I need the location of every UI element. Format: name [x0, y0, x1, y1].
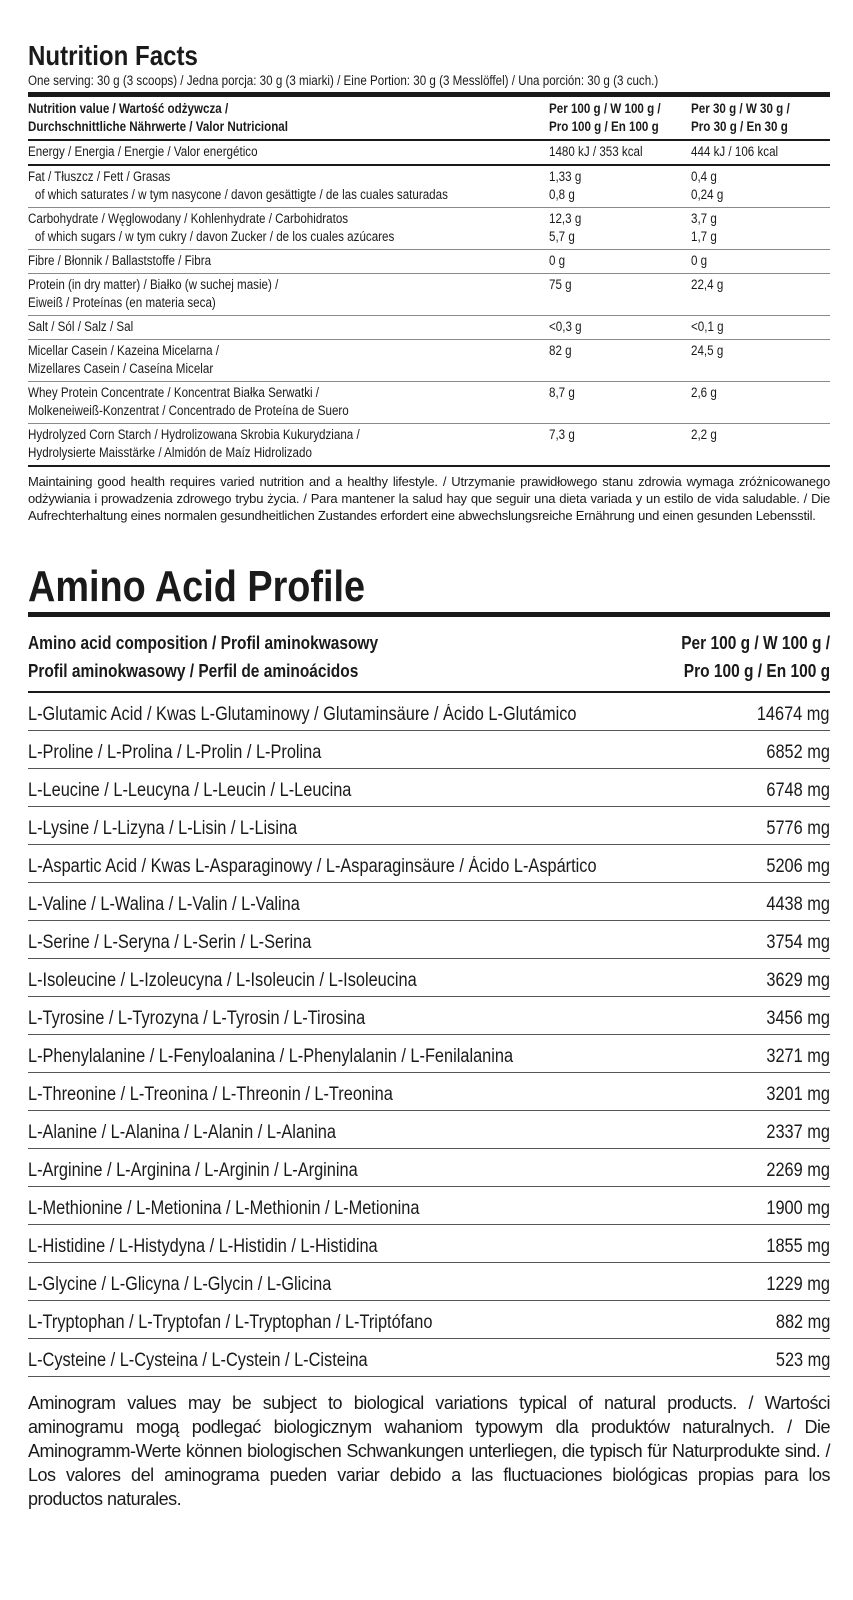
per100-value-cell — [549, 208, 691, 250]
nutrition-cell-line: Fibre / Błonnik / Ballaststoffe / Fibra — [28, 253, 212, 268]
header-per30-line2: Pro 30 g / En 30 g — [691, 119, 788, 134]
nutrition-cell-line: 8,7 g — [549, 385, 575, 400]
nutrient-name-cell — [28, 316, 549, 340]
amino-acid-row — [28, 731, 830, 769]
nutrition-cell-line: 2,2 g — [691, 427, 717, 442]
amino-acid-name: L-Threonine / L-Treonina / L-Threonin / L-Treonina — [28, 1083, 393, 1105]
amino-acid-row — [28, 1149, 830, 1187]
nutrition-cell-line: Carbohydrate / Węglowodany / Kohlenhydrate / Carbohidratos — [28, 211, 349, 226]
nutrient-name-cell — [28, 208, 549, 250]
amino-acid-value: 1855 mg — [766, 1235, 830, 1257]
nutrition-row — [28, 208, 830, 250]
amino-acid-row — [28, 1187, 830, 1225]
nutrient-name-cell — [28, 382, 549, 424]
amino-acid-name: L-Cysteine / L-Cysteina / L-Cystein / L-Cisteina — [28, 1349, 368, 1371]
per30-value-cell — [691, 424, 830, 467]
amino-table-body — [28, 693, 830, 1377]
label-document — [28, 40, 830, 1511]
per100-value-cell — [549, 340, 691, 382]
amino-acid-value: 3754 mg — [766, 931, 830, 953]
per100-value-cell — [549, 382, 691, 424]
amino-acid-name: L-Alanine / L-Alanina / L-Alanin / L-Alanina — [28, 1121, 336, 1143]
per30-value-cell — [691, 382, 830, 424]
amino-acid-value: 6852 mg — [766, 741, 830, 763]
nutrient-name-cell — [28, 340, 549, 382]
amino-acid-name: L-Histidine / L-Histydyna / L-Histidin / L-Histidina — [28, 1235, 378, 1257]
nutrition-cell-line: 24,5 g — [691, 343, 724, 358]
nutrition-cell-line: 7,3 g — [549, 427, 575, 442]
amino-acid-row — [28, 883, 830, 921]
amino-header-left-line1: Amino acid composition / Profil aminokwasowy — [28, 633, 379, 653]
nutrition-cell-line: Eiweiß / Proteínas (en materia seca) — [28, 295, 216, 310]
amino-acid-name: L-Aspartic Acid / Kwas L-Asparaginowy / L-Asparaginsäure / Ácido L-Aspártico — [28, 855, 597, 877]
nutrient-name-cell — [28, 165, 549, 208]
per30-value-cell — [691, 140, 830, 165]
amino-acid-name: L-Valine / L-Walina / L-Valin / L-Valina — [28, 893, 300, 915]
nutrition-cell-line: Molkeneiweiß-Konzentrat / Concentrado de Proteína de Suero — [28, 403, 349, 418]
nutrient-name-cell — [28, 250, 549, 274]
per100-value-cell — [549, 250, 691, 274]
amino-acid-value: 3201 mg — [766, 1083, 830, 1105]
header-per100-line1: Per 100 g / W 100 g / — [549, 101, 661, 116]
per100-value-cell — [549, 424, 691, 467]
nutrition-cell-line: 1,7 g — [691, 229, 717, 244]
per100-value-cell — [549, 165, 691, 208]
nutrition-cell-line: 0,24 g — [691, 187, 724, 202]
nutrition-cell-line: 3,7 g — [691, 211, 717, 226]
amino-acid-value: 523 mg — [775, 1349, 830, 1371]
per100-value-cell — [549, 274, 691, 316]
nutrition-cell-line: Micellar Casein / Kazeina Micelarna / — [28, 343, 220, 358]
per100-value-cell — [549, 140, 691, 165]
amino-acid-row — [28, 1225, 830, 1263]
nutrient-name-cell — [28, 274, 549, 316]
amino-acid-name: L-Arginine / L-Arginina / L-Arginin / L-Arginina — [28, 1159, 358, 1181]
nutrition-row — [28, 140, 830, 165]
nutrition-cell-line: 0,4 g — [691, 169, 717, 184]
nutrition-cell-line: 82 g — [549, 343, 572, 358]
nutrition-cell-line: <0,1 g — [691, 319, 724, 334]
amino-acid-name: L-Methionine / L-Metionina / L-Methionin / L-Metionina — [28, 1197, 420, 1219]
nutrition-cell-line: 2,6 g — [691, 385, 717, 400]
amino-acid-value: 4438 mg — [766, 893, 830, 915]
nutrient-name-cell — [28, 140, 549, 165]
amino-acid-value: 6748 mg — [766, 779, 830, 801]
header-per30-line1: Per 30 g / W 30 g / — [691, 101, 790, 116]
amino-acid-value: 2269 mg — [766, 1159, 830, 1181]
per30-value-cell — [691, 250, 830, 274]
per30-value-cell — [691, 274, 830, 316]
nutrition-cell-line: 0 g — [691, 253, 708, 268]
amino-acid-value: 1900 mg — [766, 1197, 830, 1219]
per100-value-cell — [549, 316, 691, 340]
aminogram-disclaimer: Aminogram values may be subject to biological variations typical of natural products. / Wartości aminogramu mogą podlegać biologicznym wahaniom typowym dla produktów naturalnych. / Die Aminogramm-Werte können biologischen Schwankungen unterliegen, die typisch für Naturprodukte sind. / Los valores del aminograma pueden variar debido a las fluctuaciones biológicas propias para los productos naturales. — [28, 1393, 830, 1509]
per30-value-cell — [691, 165, 830, 208]
nutrition-cell-line: Protein (in dry matter) / Białko (w suchej masie) / — [28, 277, 279, 292]
amino-header-right — [681, 629, 830, 685]
header-name-line2: Durchschnittliche Nährwerte / Valor Nutricional — [28, 119, 289, 134]
amino-header-left-line2: Profil aminokwasowy / Perfil de aminoácidos — [28, 661, 359, 681]
nutrition-cell-line: Energy / Energia / Energie / Valor energético — [28, 144, 258, 159]
nutrition-cell-line: 0,8 g — [549, 187, 575, 202]
amino-acid-row — [28, 807, 830, 845]
nutrition-cell-line: Hydrolysierte Maisstärke / Almidón de Maíz Hidrolizado — [28, 445, 312, 460]
nutrition-cell-line: Hydrolyzed Corn Starch / Hydrolizowana Skrobia Kukurydziana / — [28, 427, 360, 442]
nutrition-cell-line: Fat / Tłuszcz / Fett / Grasas — [28, 169, 171, 184]
nutrition-cell-line: 5,7 g — [549, 229, 575, 244]
nutrition-row — [28, 274, 830, 316]
nutrition-cell-line: <0,3 g — [549, 319, 582, 334]
amino-acid-value: 1229 mg — [766, 1273, 830, 1295]
header-per100-column — [549, 97, 691, 140]
header-nutrient-column — [28, 97, 549, 140]
amino-acid-name: L-Phenylalanine / L-Fenyloalanina / L-Phenylalanin / L-Fenilalanina — [28, 1045, 514, 1067]
nutrition-facts-title: Nutrition Facts — [28, 40, 198, 71]
nutrient-name-cell — [28, 424, 549, 467]
header-per30-column — [691, 97, 830, 140]
amino-header-right-line1: Per 100 g / W 100 g / — [681, 633, 830, 653]
amino-header-right-line2: Pro 100 g / En 100 g — [683, 661, 830, 681]
nutrition-row — [28, 250, 830, 274]
amino-acid-row — [28, 845, 830, 883]
header-name-line1: Nutrition value / Wartość odżywcza / — [28, 101, 229, 116]
amino-acid-row — [28, 1111, 830, 1149]
nutrition-row — [28, 340, 830, 382]
amino-acid-name: L-Serine / L-Seryna / L-Serin / L-Serina — [28, 931, 312, 953]
amino-table-header — [28, 623, 830, 693]
nutrition-row — [28, 424, 830, 467]
amino-acid-row — [28, 1035, 830, 1073]
amino-acid-row — [28, 1301, 830, 1339]
nutrition-cell-line: Whey Protein Concentrate / Koncentrat Białka Serwatki / — [28, 385, 320, 400]
amino-acid-value: 2337 mg — [766, 1121, 830, 1143]
amino-acid-value: 3629 mg — [766, 969, 830, 991]
per30-value-cell — [691, 208, 830, 250]
amino-acid-value: 5206 mg — [766, 855, 830, 877]
amino-acid-name: L-Glycine / L-Glicyna / L-Glycin / L-Glicina — [28, 1273, 332, 1295]
nutrition-cell-line: 75 g — [549, 277, 572, 292]
amino-acid-value: 882 mg — [775, 1311, 830, 1333]
nutrition-cell-line: of which sugars / w tym cukry / davon Zucker / de los cuales azúcares — [34, 229, 395, 244]
amino-acid-row — [28, 693, 830, 731]
amino-acid-name: L-Leucine / L-Leucyna / L-Leucin / L-Leucina — [28, 779, 352, 801]
serving-size-text: One serving: 30 g (3 scoops) / Jedna porcja: 30 g (3 miarki) / Eine Portion: 30 g (3 Messlöffel) / Una porción: 30 g (3 cuch.) — [28, 73, 659, 88]
per30-value-cell — [691, 340, 830, 382]
nutrition-disclaimer: Maintaining good health requires varied nutrition and a healthy lifestyle. / Utrzymanie prawidłowego stanu zdrowia wymaga zróżnicowanego odżywiania i prowadzenia zdrowego trybu życia. / Para mantener la salud hay que seguir una dieta variada y un estilo de vida saludable. / Die Aufrechterhaltung eines normalen gesundheitlichen Zustandes erfordert eine abwechslungsreiche Ernährung und einen gesunden Lebensstil. — [28, 474, 830, 523]
nutrition-row — [28, 165, 830, 208]
nutrition-cell-line: of which saturates / w tym nasycone / davon gesättigte / de las cuales saturadas — [34, 187, 448, 202]
amino-acid-row — [28, 1339, 830, 1377]
per30-value-cell — [691, 316, 830, 340]
nutrition-table — [28, 97, 830, 467]
nutrition-row — [28, 316, 830, 340]
nutrition-table-header — [28, 97, 830, 140]
amino-acid-name: L-Isoleucine / L-Izoleucyna / L-Isoleucin / L-Isoleucina — [28, 969, 417, 991]
header-per100-line2: Pro 100 g / En 100 g — [549, 119, 659, 134]
amino-acid-row — [28, 997, 830, 1035]
amino-acid-value: 5776 mg — [766, 817, 830, 839]
nutrition-cell-line: 444 kJ / 106 kcal — [691, 144, 779, 159]
amino-acid-value: 14674 mg — [757, 703, 830, 725]
amino-header-left — [28, 629, 378, 685]
nutrition-cell-line: 1480 kJ / 353 kcal — [549, 144, 643, 159]
amino-acid-name: L-Lysine / L-Lizyna / L-Lisin / L-Lisina — [28, 817, 298, 839]
nutrition-cell-line: 22,4 g — [691, 277, 724, 292]
thick-divider — [28, 612, 830, 617]
amino-acid-profile-title: Amino Acid Profile — [28, 562, 366, 611]
amino-acid-row — [28, 921, 830, 959]
nutrition-cell-line: 12,3 g — [549, 211, 582, 226]
amino-acid-value: 3271 mg — [766, 1045, 830, 1067]
nutrition-cell-line: Mizellares Casein / Caseína Micelar — [28, 361, 214, 376]
amino-acid-row — [28, 1263, 830, 1301]
amino-acid-value: 3456 mg — [766, 1007, 830, 1029]
amino-acid-name: L-Proline / L-Prolina / L-Prolin / L-Prolina — [28, 741, 322, 763]
nutrition-row — [28, 382, 830, 424]
amino-acid-name: L-Tryptophan / L-Tryptofan / L-Tryptophan / L-Triptófano — [28, 1311, 433, 1333]
nutrition-cell-line: 0 g — [549, 253, 566, 268]
nutrition-cell-line: Salt / Sól / Salz / Sal — [28, 319, 134, 334]
amino-acid-name: L-Tyrosine / L-Tyrozyna / L-Tyrosin / L-Tirosina — [28, 1007, 366, 1029]
amino-acid-row — [28, 769, 830, 807]
amino-acid-name: L-Glutamic Acid / Kwas L-Glutaminowy / Glutaminsäure / Ácido L-Glutámico — [28, 703, 577, 725]
amino-acid-row — [28, 1073, 830, 1111]
amino-acid-row — [28, 959, 830, 997]
nutrition-cell-line: 1,33 g — [549, 169, 582, 184]
